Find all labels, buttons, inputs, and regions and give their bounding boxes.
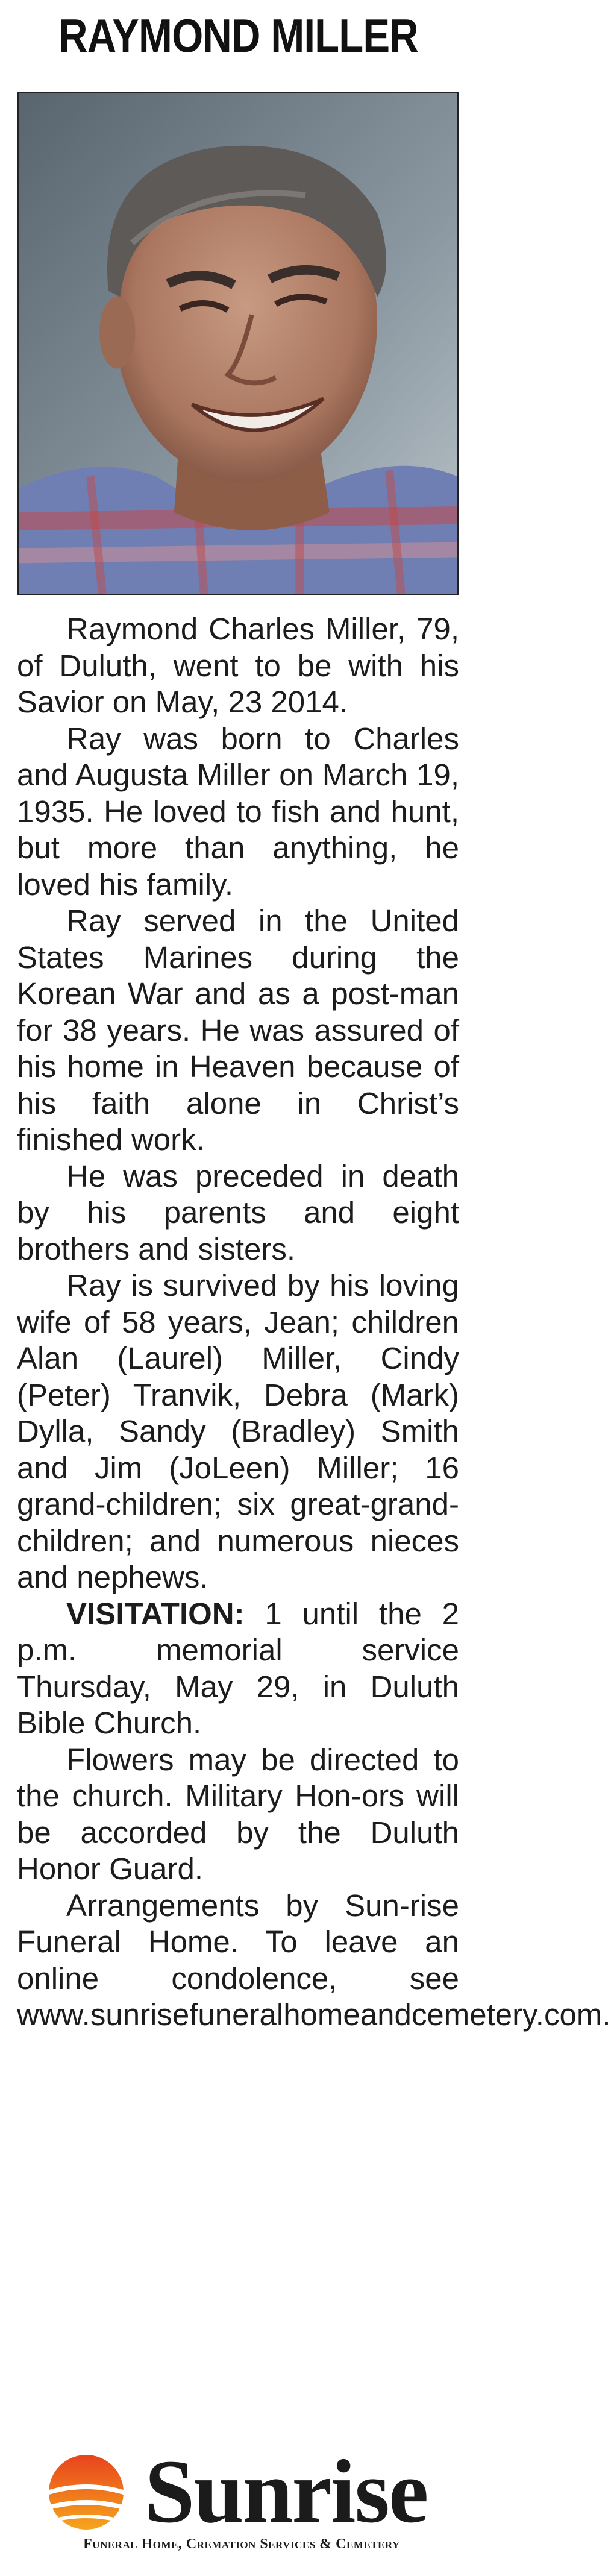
obituary-name: RAYMOND MILLER <box>58 9 418 62</box>
logo-name: Sunrise <box>145 2442 428 2542</box>
paragraph-birth: Ray was born to Charles and Augusta Miller on March 19, 1935. He loved to fish and hunt, but more than anything, he loved his family. <box>17 721 459 902</box>
paragraph-death: Raymond Charles Miller, 79, of Duluth, went to be with his Savior on May, 23 2014. <box>17 612 459 719</box>
obituary-body <box>17 611 611 2034</box>
paragraph-arrangements: Arrangements by Sun-rise Funeral Home. To leave an online condolence, see www.sunrisefuneralhomeandcemetery.com. <box>17 1888 611 2032</box>
paragraph-flowers: Flowers may be directed to the church. Military Hon-ors will be accorded by the Duluth Honor Guard. <box>17 1742 459 1886</box>
logo-tagline: Funeral Home, Cremation Services & Cemetery <box>83 2536 400 2552</box>
paragraph-service: Ray served in the United States Marines during the Korean War and as a post-man for 38 years. He was assured of his home in Heaven because of his faith alone in Christ’s finished work. <box>17 903 459 1157</box>
sunrise-logo <box>18 2442 461 2568</box>
visitation-text: 1 until the 2 p.m. memorial service Thursday, May 29, in Duluth Bible Church. <box>17 1596 459 1740</box>
portrait-photo <box>17 92 459 595</box>
visitation-label: VISITATION: <box>66 1596 245 1631</box>
paragraph-survived: Ray is survived by his loving wife of 58 years, Jean; children Alan (Laurel) Miller, Cindy (Peter) Tranvik, Debra (Mark) Dylla, Sandy (Bradley) Smith and Jim (JoLeen) Miller; 16 grand-children; six great-grand-children; and numerous nieces and nephews. <box>17 1268 459 1594</box>
paragraph-visitation <box>17 1596 459 1742</box>
paragraph-preceded: He was preceded in death by his parents and eight brothers and sisters. <box>17 1158 459 1266</box>
sunrise-sun-icon <box>35 2447 137 2531</box>
